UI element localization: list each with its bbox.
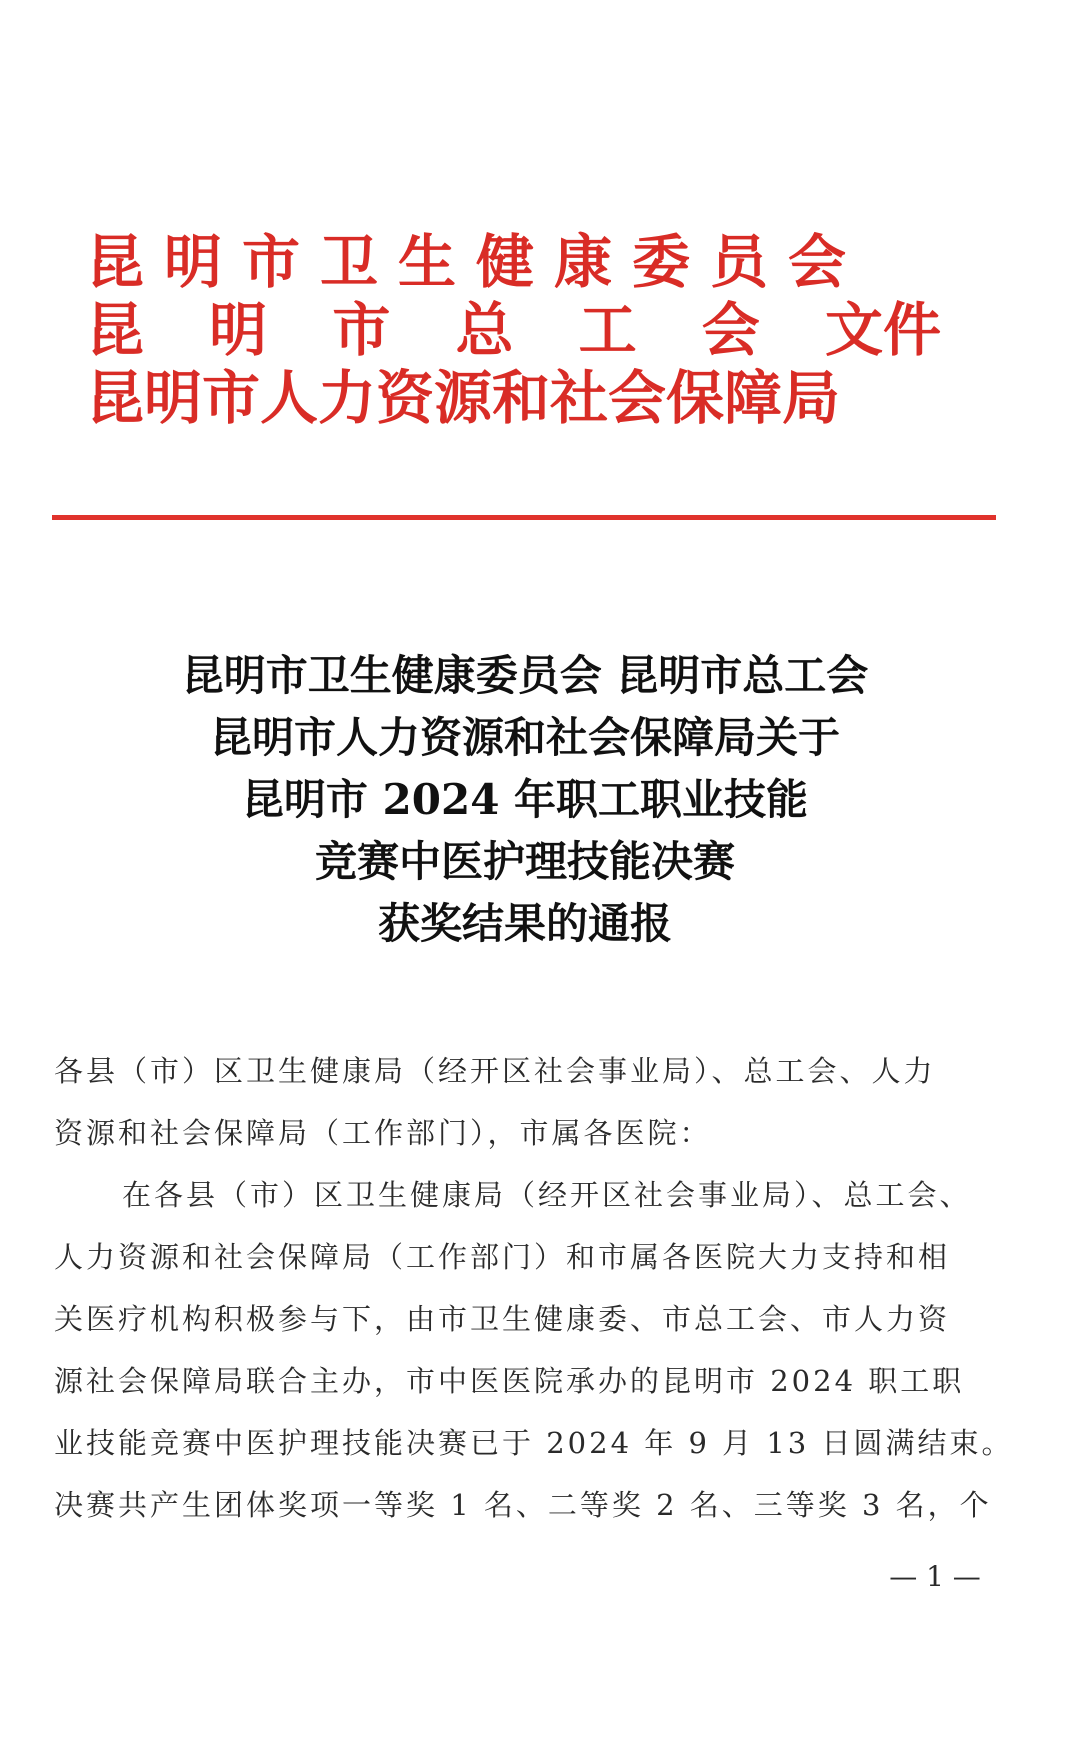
red-header-divider — [52, 515, 996, 520]
issuer-char: 工 — [578, 296, 637, 364]
issuer-char: 总 — [455, 296, 514, 364]
title-line: 竞赛中医护理技能决赛 — [314, 837, 735, 886]
title-line: 昆明市人力资源和社会保障局关于 — [209, 713, 840, 762]
body-paragraph-line: 业技能竞赛中医护理技能决赛已于 2024 年 9 月 13 日圆满结束。 — [54, 1426, 1014, 1460]
body-addressee-line: 各县（市）区卫生健康局（经开区社会事业局）、总工会、人力 — [54, 1054, 936, 1088]
body-paragraph-line: 决赛共产生团体奖项一等奖 1 名、二等奖 2 名、三等奖 3 名，个 — [54, 1488, 992, 1522]
issuer-hr-bureau: 昆明市人力资源和社会保障局 — [86, 364, 841, 432]
issuer-char: 明 — [209, 296, 268, 364]
document-issuer-header — [86, 228, 996, 432]
issuer-char: 昆 — [86, 296, 145, 364]
body-addressee-line: 资源和社会保障局（工作部门），市属各医院： — [54, 1116, 712, 1150]
title-line: 获奖结果的通报 — [377, 899, 672, 948]
title-line: 昆明市 2024 年职工职业技能 — [241, 775, 809, 824]
issuer-char: 会 — [701, 296, 760, 364]
body-paragraph-line: 源社会保障局联合主办，市中医医院承办的昆明市 2024 职工职 — [54, 1364, 965, 1398]
issuer-health-commission: 昆明市卫生健康委员会 — [86, 228, 867, 296]
page-number: — 1 — — [889, 1560, 981, 1593]
body-paragraph-line: 人力资源和社会保障局（工作部门）和市属各医院大力支持和相 — [54, 1240, 951, 1274]
document-label: 文件 — [824, 296, 941, 364]
body-paragraph-line: 在各县（市）区卫生健康局（经开区社会事业局）、总工会、 — [122, 1178, 972, 1212]
document-body — [54, 1040, 1014, 1536]
document-title — [60, 645, 990, 955]
title-line: 昆明市卫生健康委员会 昆明市总工会 — [181, 651, 869, 700]
body-paragraph-line: 关医疗机构积极参与下，由市卫生健康委、市总工会、市人力资 — [54, 1302, 951, 1336]
issuer-trade-union-line — [86, 296, 941, 364]
issuer-char: 市 — [332, 296, 391, 364]
